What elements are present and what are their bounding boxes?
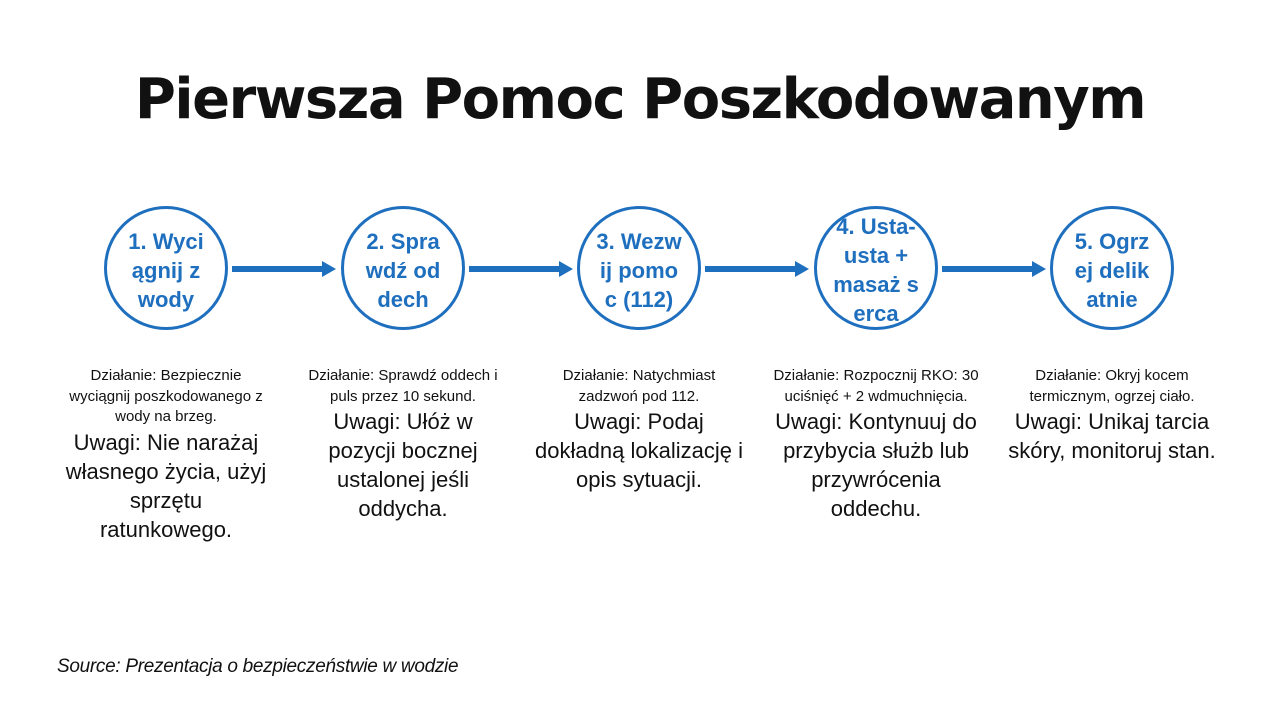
step-4-action: Działanie: Rozpocznij RKO: 30 uciśnięć + 2 wdmuchnięcia. bbox=[773, 367, 979, 405]
step-4-circle bbox=[814, 206, 938, 330]
step-3-circle bbox=[577, 206, 701, 330]
arrow-1-to-2-icon bbox=[232, 260, 336, 278]
source-caption: Source: Prezentacja o bezpieczeństwie w wodzie bbox=[57, 656, 459, 677]
arrow-4-to-5-icon bbox=[942, 260, 1046, 278]
step-5-description bbox=[1007, 366, 1217, 465]
step-3-notes: Uwagi: Podaj dokładną lokalizację i opis sytuacji. bbox=[535, 409, 743, 492]
step-4-notes: Uwagi: Kontynuuj do przybycia służb lub przywrócenia oddechu. bbox=[775, 409, 977, 521]
step-2-label: 2. Sprawdź oddech bbox=[365, 228, 441, 312]
step-1-notes: Uwagi: Nie narażaj własnego życia, użyj sprzętu ratunkowego. bbox=[65, 429, 267, 542]
step-1-action: Działanie: Bezpiecznie wyciągnij poszkodowanego z wody na brzeg. bbox=[69, 367, 263, 425]
step-2-action: Działanie: Sprawdź oddech i puls przez 10 sekund. bbox=[308, 367, 498, 405]
arrow-2-to-3-icon bbox=[469, 260, 573, 278]
arrow-3-to-4-icon bbox=[705, 260, 809, 278]
step-3-description bbox=[534, 366, 744, 494]
step-1-circle bbox=[104, 206, 228, 330]
step-5-circle bbox=[1050, 206, 1174, 330]
step-4-description bbox=[771, 366, 981, 523]
step-4-label: 4. Usta-usta + masaż serca bbox=[833, 214, 919, 326]
step-5-label: 5. Ogrzej delikatnie bbox=[1074, 228, 1150, 312]
step-2-description bbox=[298, 366, 508, 523]
step-1-description bbox=[61, 366, 271, 544]
step-2-circle bbox=[341, 206, 465, 330]
step-5-action: Działanie: Okryj kocem termicznym, ogrzej ciało. bbox=[1029, 367, 1195, 405]
slide-title: Pierwsza Pomoc Poszkodowanym bbox=[134, 67, 1146, 132]
step-3-action: Działanie: Natychmiast zadzwoń pod 112. bbox=[562, 367, 716, 405]
step-5-notes: Uwagi: Unikaj tarcia skóry, monitoruj stan. bbox=[1008, 409, 1216, 463]
step-3-label: 3. Wezwij pomoc (112) bbox=[596, 228, 682, 312]
step-2-notes: Uwagi: Ułóż w pozycji bocznej ustalonej jeśli oddycha. bbox=[328, 409, 478, 521]
step-1-label: 1. Wyciągnij z wody bbox=[128, 228, 204, 312]
